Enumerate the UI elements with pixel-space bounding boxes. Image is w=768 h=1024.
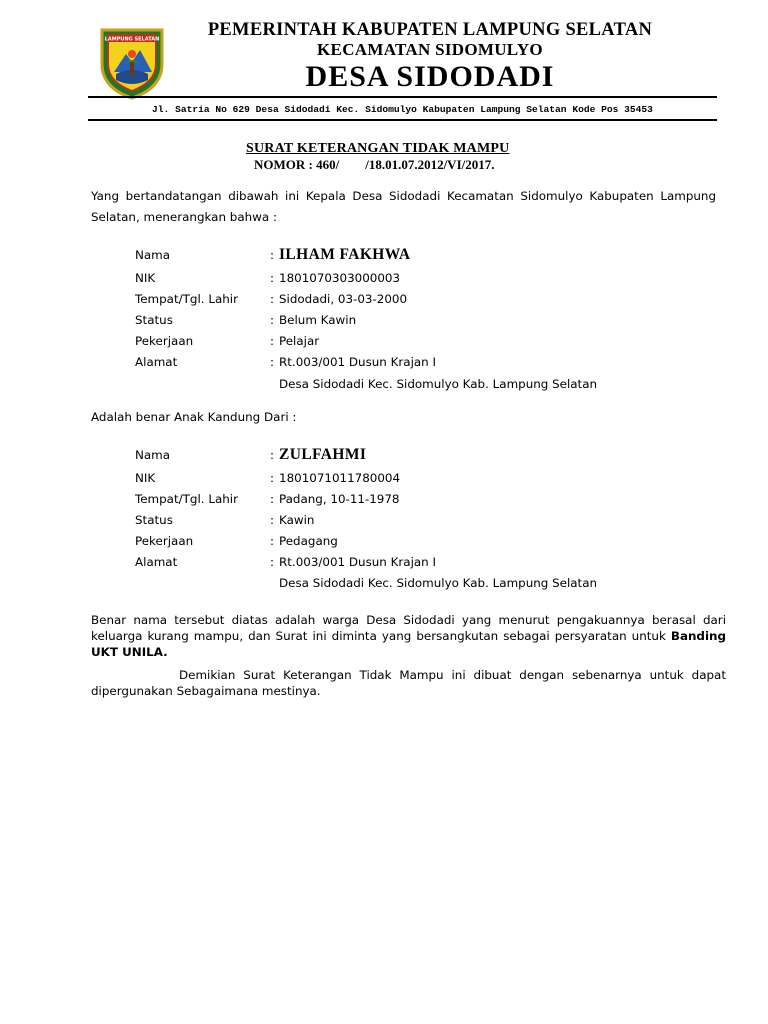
intro-paragraph: Yang bertandatangan dibawah ini Kepala Desa Sidodadi Kecamatan Sidomulyo Kabupaten Lampung Selatan, menerangkan bahwa : [91,189,716,224]
colon: : [270,334,275,348]
person-status: Belum Kawin [279,313,357,327]
colon: : [270,271,275,285]
colon: : [270,292,275,306]
government-name: PEMERINTAH KABUPATEN LAMPUNG SELATAN [207,20,653,40]
closing-paragraph [91,667,726,699]
colon: : [270,471,275,485]
label-name: Nama [135,248,171,262]
village-name: DESA SIDODADI [305,60,555,93]
colon: : [270,448,275,462]
label-nik: NIK [135,271,156,285]
label-job: Pekerjaan [135,334,194,348]
parent-status: Kawin [279,513,315,527]
closing-text: Demikian Surat Keterangan Tidak Mampu ini dibuat dengan sebenarnya untuk dapat dipergunakan Sebagaimana mestinya. [91,668,726,698]
colon: : [270,513,275,527]
person-address-line2: Desa Sidodadi Kec. Sidomulyo Kab. Lampung Selatan [279,377,598,391]
colon: : [270,313,275,327]
header-rule-top [88,96,717,98]
statement-purpose: Banding UKT UNILA. [91,629,726,659]
person-job: Pelajar [279,334,320,348]
statement-text: Benar nama tersebut diatas adalah warga Desa Sidodadi yang menurut pengakuannya berasal dari keluarga kurang mampu, dan Surat ini diminta yang bersangkutan sebagai persyaratan untuk [91,613,726,643]
statement-paragraph [91,612,726,660]
person-nik: 1801070303000003 [279,271,401,285]
colon: : [270,355,275,369]
child-of-statement: Adalah benar Anak Kandung Dari : [91,410,297,424]
colon: : [270,534,275,548]
label-address: Alamat [135,355,178,369]
parent-birth: Padang, 10-11-1978 [279,492,400,506]
colon: : [270,248,275,262]
district-name: KECAMATAN SIDOMULYO [317,40,543,59]
person-birth: Sidodadi, 03-03-2000 [279,292,408,306]
document-title: SURAT KETERANGAN TIDAK MAMPU [246,141,510,156]
label-status: Status [135,513,173,527]
parent-name: ZULFAHMI [279,446,367,463]
colon: : [270,555,275,569]
parent-address-line1: Rt.003/001 Dusun Krajan I [279,555,437,569]
parent-nik: 1801071011780004 [279,471,401,485]
emblem-banner-text: LAMPUNG SELATAN [104,36,160,43]
label-job: Pekerjaan [135,534,194,548]
label-address: Alamat [135,555,178,569]
parent-address-line2: Desa Sidodadi Kec. Sidomulyo Kab. Lampung Selatan [279,576,598,590]
header-rule-bottom [88,119,717,121]
person-address-line1: Rt.003/001 Dusun Krajan I [279,355,437,369]
colon: : [270,492,275,506]
label-birth: Tempat/Tgl. Lahir [135,292,238,306]
document-number: NOMOR : 460/ /18.01.07.2012/VI/2017. [254,157,495,172]
label-birth: Tempat/Tgl. Lahir [135,492,238,506]
label-nik: NIK [135,471,156,485]
label-name: Nama [135,448,171,462]
person-name: ILHAM FAKHWA [279,246,411,263]
label-status: Status [135,313,173,327]
parent-job: Pedagang [279,534,338,548]
village-address: Jl. Satria No 629 Desa Sidodadi Kec. Sidomulyo Kabupaten Lampung Selatan Kode Pos 35453 [152,104,653,115]
